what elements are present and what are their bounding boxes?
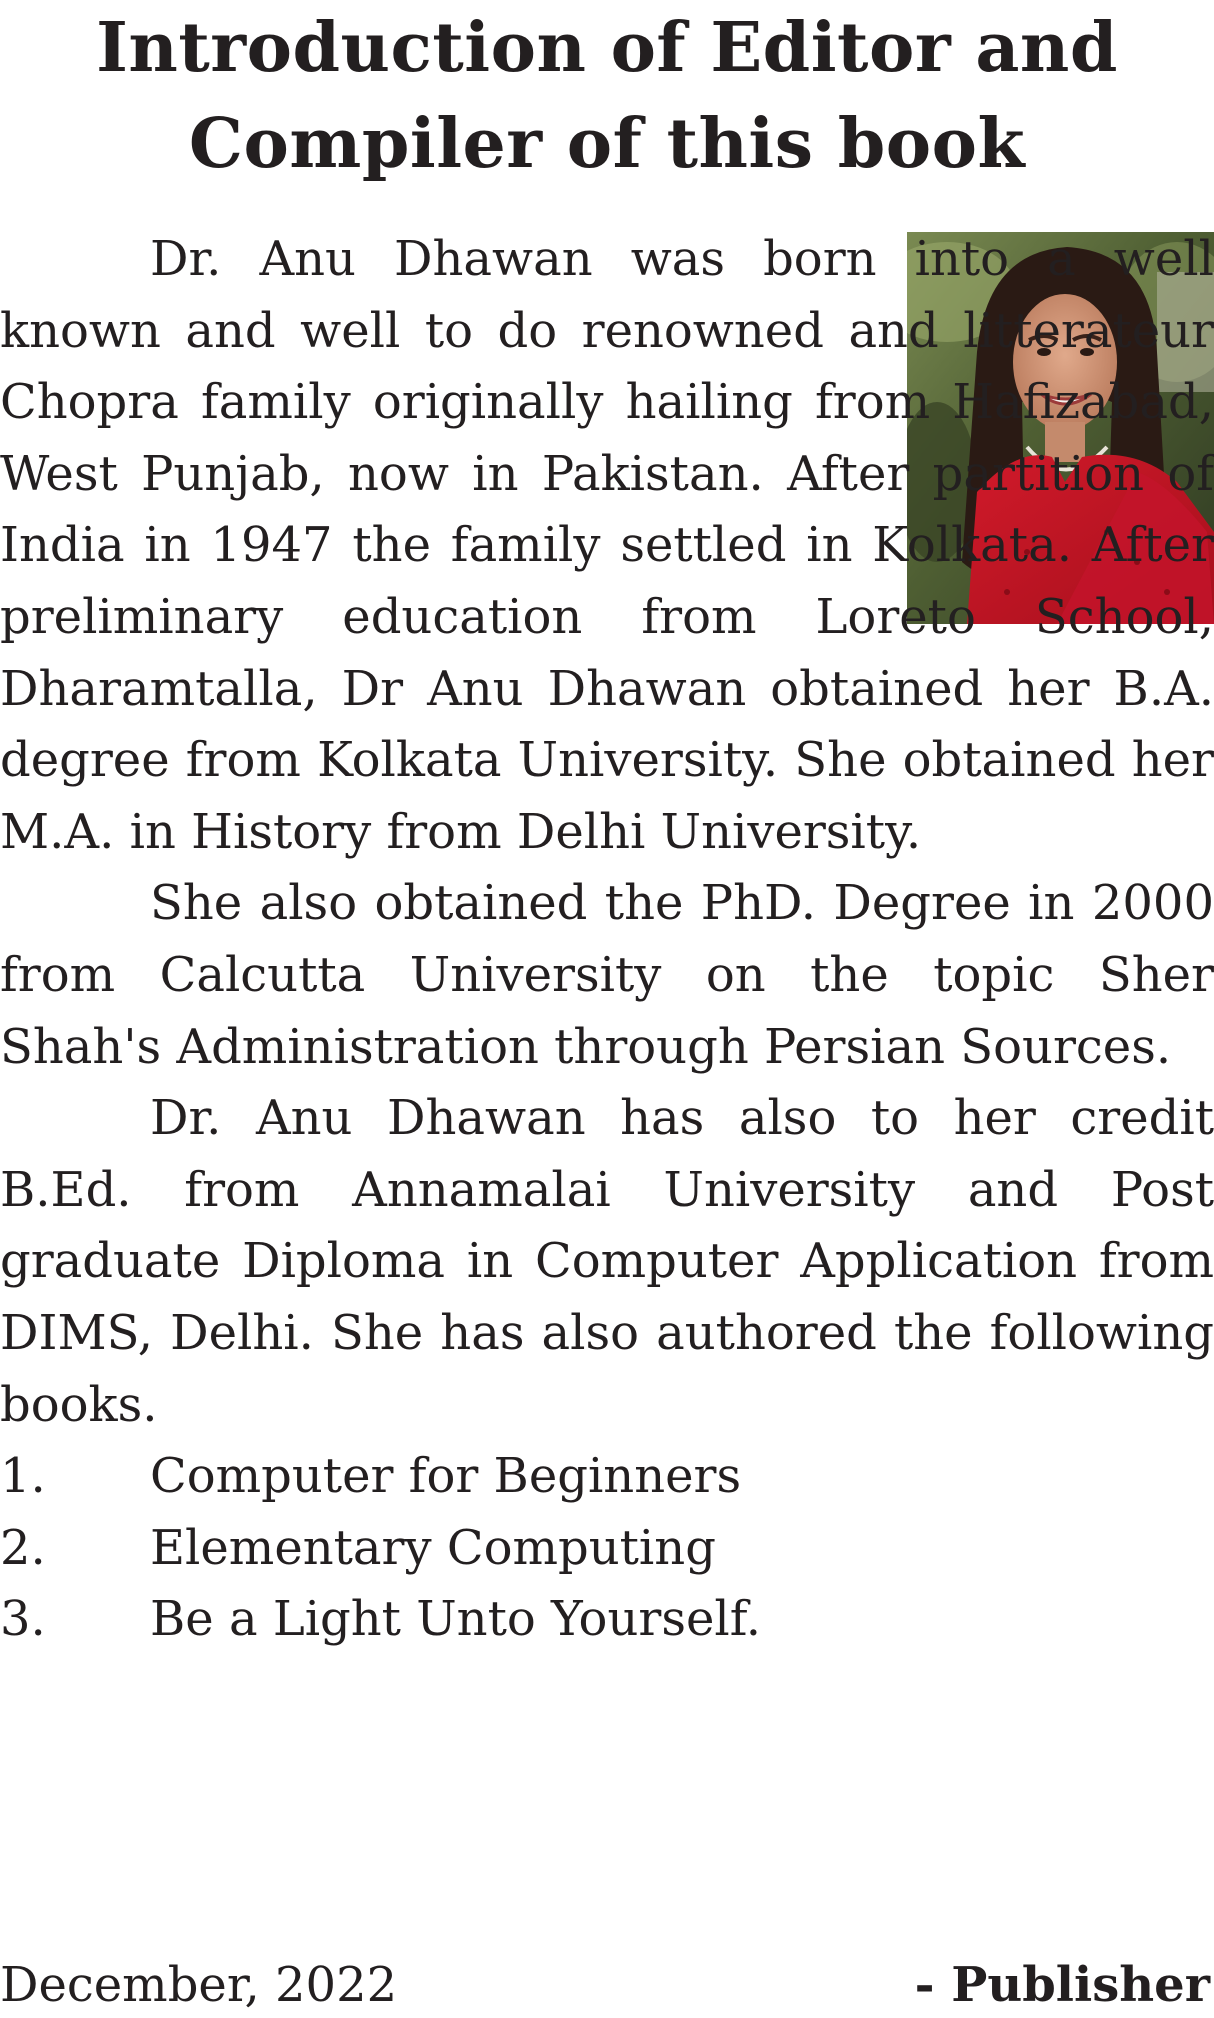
book-number: 2. [0,1519,46,1576]
biography-paragraph-2: She also obtained the PhD. Degree in 2000 from Calcutta University on the topic Sher Shah's Administration through Persian Sources. [0,875,1214,1075]
footer-date: December, 2022 [0,1957,398,2013]
title-line-1: Introduction of Editor and [96,8,1118,88]
book-number: 1. [0,1448,46,1505]
book-title: Computer for Beginners [150,1448,742,1505]
list-item [0,1513,1214,1585]
list-item [0,1441,1214,1513]
book-title: Be a Light Unto Yourself. [150,1591,762,1648]
book-number: 3. [0,1591,46,1648]
title-line-2: Compiler of this book [188,104,1026,184]
biography-body [0,224,1214,1656]
list-item [0,1584,1214,1656]
book-title: Elementary Computing [150,1519,716,1576]
biography-paragraph-1: Dr. Anu Dhawan was born into a well known and well to do renowned and litterateur Chopra family originally hailing from Hafizabad, West Punjab, now in Pakistan. After partition of India in 1947 the family settled in Kolkata. After preliminary education from Loreto School, Dharamtalla, Dr Anu Dhawan obtained her B.A. degree from Kolkata University. She obtained her M.A. in History from Delhi University. [0,231,1214,860]
footer [0,1952,1214,2018]
page-title [0,0,1214,192]
biography-paragraph-3: Dr. Anu Dhawan has also to her credit B.Ed. from Annamalai University and Post graduate Diploma in Computer Application from DIMS, Delhi. She has also authored the following books. [0,1090,1214,1433]
publisher-signature: - Publisher [914,1957,1210,2013]
books-list [0,1441,1214,1656]
